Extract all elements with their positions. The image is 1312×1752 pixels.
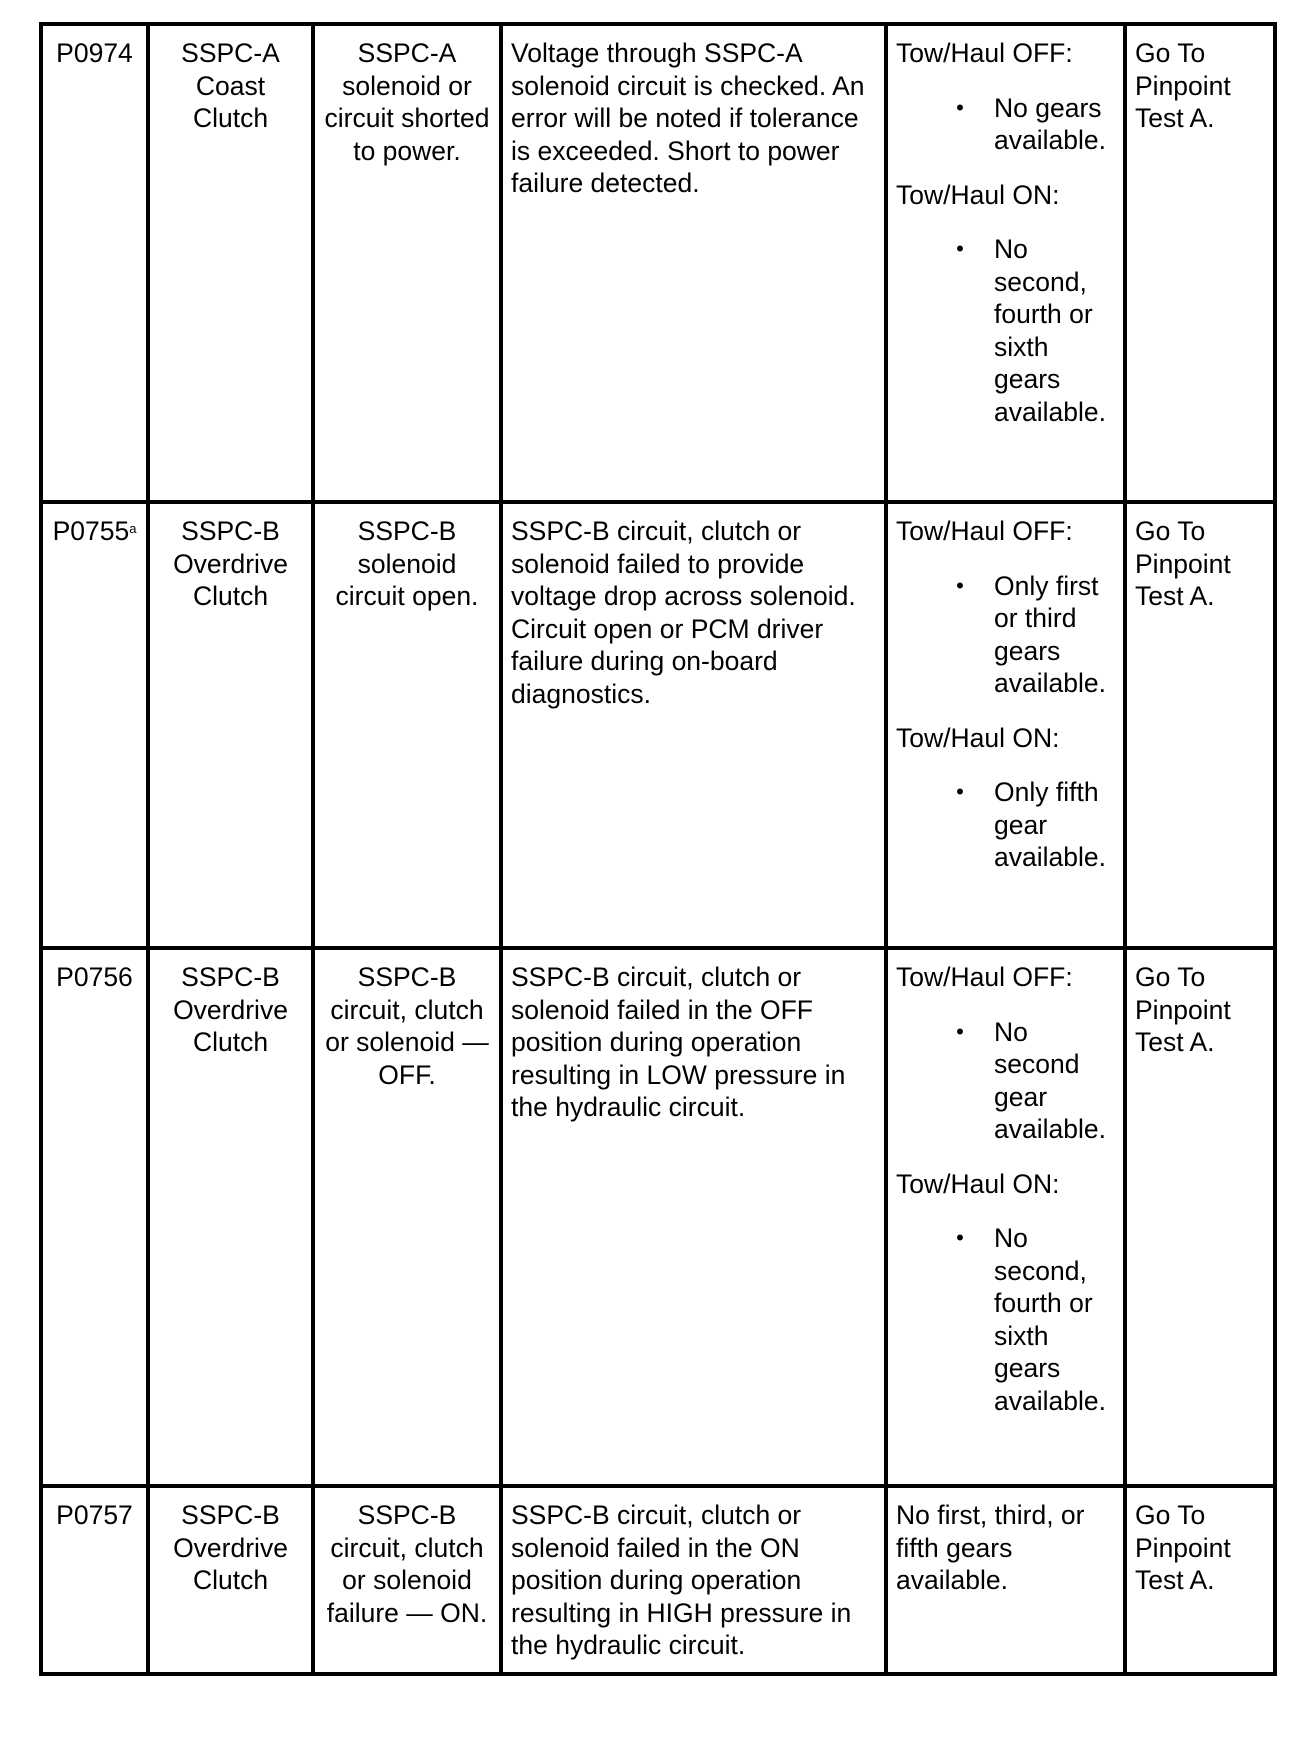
- description-text: SSPC-A solenoid or circuit shorted to power.: [324, 38, 490, 166]
- description-text: SSPC-B solenoid circuit open.: [335, 516, 479, 611]
- symptom-label: Tow/Haul OFF:: [896, 962, 1073, 992]
- symptom-label: Tow/Haul OFF:: [896, 516, 1073, 546]
- description-cell: [313, 948, 501, 1486]
- description-cell: [313, 24, 501, 502]
- symptom-label: Tow/Haul ON:: [896, 179, 1060, 210]
- symptom-group: [896, 37, 1115, 157]
- symptom-list: [896, 92, 1115, 157]
- description-cell: [313, 1486, 501, 1674]
- symptom-group: [896, 1168, 1115, 1418]
- dtc-code-cell: [41, 948, 148, 1486]
- dtc-code: P0757: [56, 1500, 133, 1530]
- condition-cell: [501, 948, 886, 1486]
- component-text: SSPC-A Coast Clutch: [181, 38, 280, 133]
- action-text: Go To Pinpoint Test A.: [1135, 962, 1231, 1057]
- bullet-icon: •: [956, 236, 964, 261]
- symptom-label: Tow/Haul ON:: [896, 1168, 1060, 1199]
- description-cell: [313, 502, 501, 948]
- symptom-cell: [886, 502, 1125, 948]
- symptom-item: Only fifth gear available.: [994, 777, 1106, 872]
- symptom-cell: [886, 948, 1125, 1486]
- list-item: [896, 92, 1115, 157]
- symptom-list: [896, 233, 1115, 428]
- condition-text: SSPC-B circuit, clutch or solenoid failed in the ON position during operation resulting in HIGH pressure in the hydraulic circuit.: [511, 1500, 852, 1660]
- list-item: [896, 776, 1115, 874]
- symptom-list: [896, 776, 1115, 874]
- dtc-code-cell: [41, 24, 148, 502]
- symptom-cell: [886, 1486, 1125, 1674]
- symptom-item: No second gear available.: [994, 1016, 1106, 1144]
- symptom-list: [896, 570, 1115, 700]
- symptom-item: Only first or third gears available.: [994, 570, 1106, 698]
- bullet-icon: •: [956, 1225, 964, 1250]
- condition-text: SSPC-B circuit, clutch or solenoid failed in the OFF position during operation resulting in LOW pressure in the hydraulic circuit.: [511, 962, 846, 1122]
- dtc-code: P0974: [56, 38, 133, 68]
- action-cell: [1125, 948, 1275, 1486]
- list-item: [896, 1222, 1115, 1417]
- symptom-list: [896, 1016, 1115, 1146]
- dtc-code-cell: [41, 1486, 148, 1674]
- symptom-group: [896, 722, 1115, 874]
- symptom-item: No gears available.: [994, 92, 1106, 155]
- action-cell: [1125, 1486, 1275, 1674]
- dtc-code: P0756: [56, 962, 133, 992]
- table-row: [41, 502, 1275, 948]
- component-text: SSPC-B Overdrive Clutch: [173, 1500, 288, 1595]
- component-cell: [148, 948, 313, 1486]
- bullet-icon: •: [956, 94, 964, 120]
- bullet-icon: •: [956, 779, 964, 804]
- component-cell: [148, 24, 313, 502]
- component-text: SSPC-B Overdrive Clutch: [173, 962, 288, 1057]
- table-row: [41, 948, 1275, 1486]
- bullet-icon: •: [956, 1018, 964, 1044]
- condition-text: SSPC-B circuit, clutch or solenoid failed to provide voltage drop across solenoid. Circuit open or PCM driver failure during on-board diagnostics.: [511, 516, 856, 709]
- action-text: Go To Pinpoint Test A.: [1135, 516, 1231, 611]
- condition-cell: [501, 24, 886, 502]
- condition-cell: [501, 1486, 886, 1674]
- bullet-icon: •: [956, 572, 964, 598]
- action-cell: [1125, 502, 1275, 948]
- symptom-list: [896, 1222, 1115, 1417]
- action-text: Go To Pinpoint Test A.: [1135, 38, 1231, 133]
- list-item: [896, 570, 1115, 700]
- list-item: [896, 1016, 1115, 1146]
- action-cell: [1125, 24, 1275, 502]
- condition-cell: [501, 502, 886, 948]
- table-row: [41, 1486, 1275, 1674]
- symptom-group: [896, 179, 1115, 429]
- symptom-item: No second, fourth or sixth gears available.: [994, 1223, 1106, 1416]
- footnote-marker: a: [129, 521, 137, 536]
- symptom-text: No first, third, or fifth gears available.: [896, 1500, 1085, 1595]
- dtc-code-cell: [41, 502, 148, 948]
- condition-text: Voltage through SSPC-A solenoid circuit is checked. An error will be noted if tolerance is exceeded. Short to power failure detected.: [511, 38, 865, 198]
- component-cell: [148, 1486, 313, 1674]
- table-row: [41, 24, 1275, 502]
- list-item: [896, 233, 1115, 428]
- symptom-label: Tow/Haul ON:: [896, 722, 1060, 753]
- symptom-group: [896, 961, 1115, 1146]
- component-cell: [148, 502, 313, 948]
- action-text: Go To Pinpoint Test A.: [1135, 1500, 1231, 1595]
- component-text: SSPC-B Overdrive Clutch: [173, 516, 288, 611]
- dtc-code: P0755: [52, 516, 130, 546]
- description-text: SSPC-B circuit, clutch or solenoid — OFF.: [325, 962, 489, 1090]
- dtc-table: [39, 22, 1277, 1676]
- symptom-label: Tow/Haul OFF:: [896, 38, 1073, 68]
- symptom-group: [896, 515, 1115, 700]
- symptom-cell: [886, 24, 1125, 502]
- symptom-item: No second, fourth or sixth gears available.: [994, 234, 1106, 427]
- description-text: SSPC-B circuit, clutch or solenoid failure — ON.: [326, 1500, 488, 1628]
